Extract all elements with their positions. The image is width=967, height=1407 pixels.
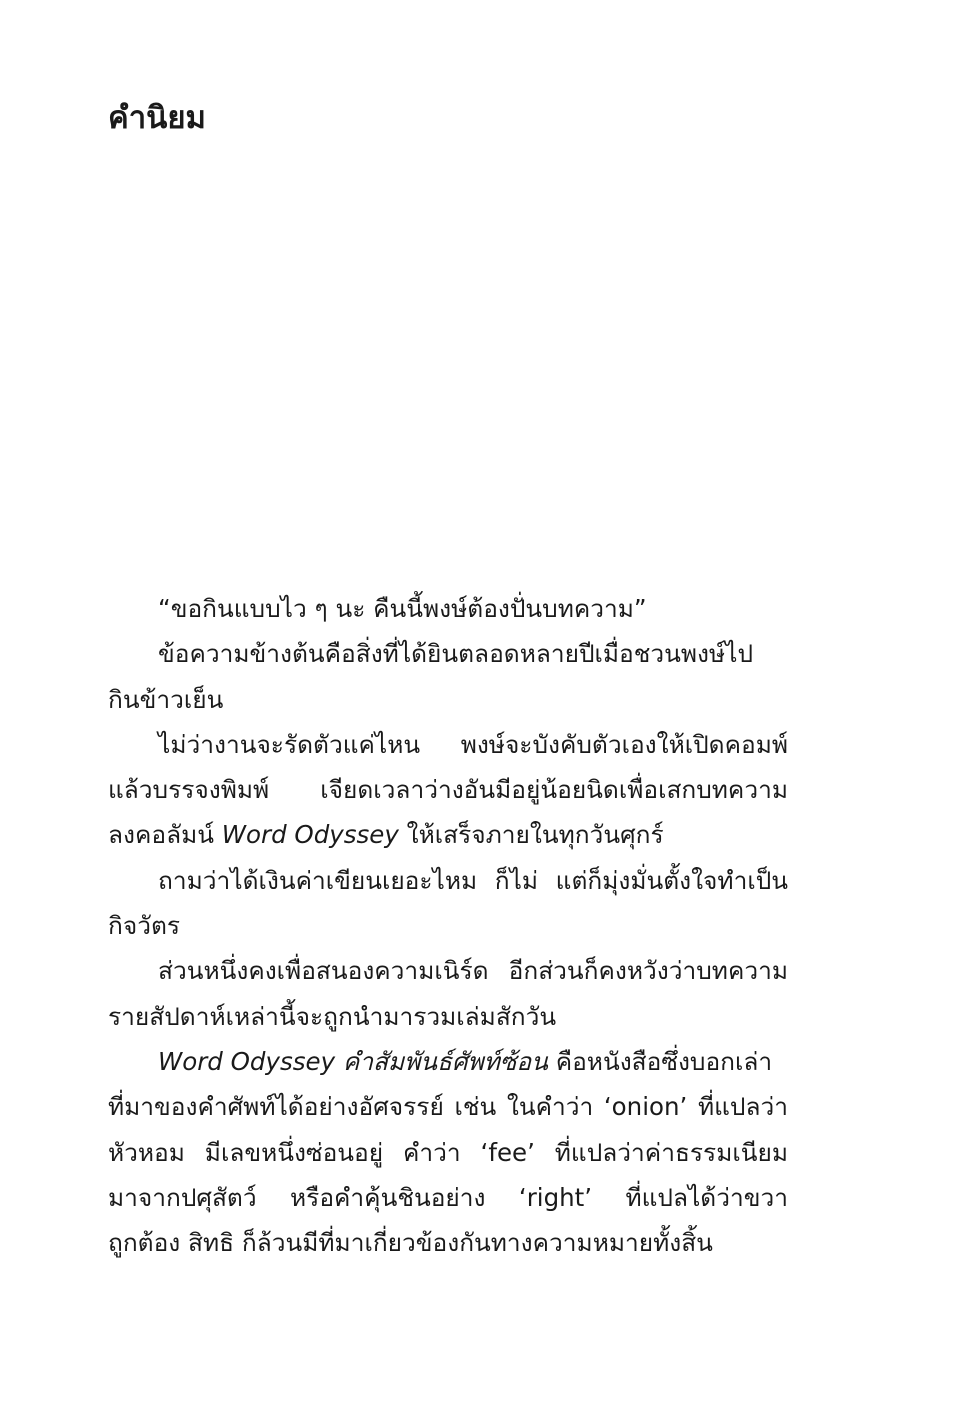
line-text: รายสัปดาห์เหล่านี้จะถูกนำมารวมเล่มสักวัน (108, 1001, 557, 1031)
paragraph-line (108, 677, 788, 722)
paragraph-line (108, 1084, 788, 1129)
line-text: ที่มาของคำศัพท์ได้อย่างอัศจรรย์ เช่น ในคำว่า ‘onion’ ที่แปลว่า (108, 1092, 788, 1122)
column-name-italic: Word Odyssey (221, 820, 399, 850)
line-text: แล้วบรรจงพิมพ์ เจียดเวลาว่างอันมีอยู่น้อยนิดเพื่อเสกบทความ (108, 775, 788, 805)
paragraph-line (108, 994, 788, 1039)
line-text: ส่วนหนึ่งคงเพื่อสนองความเนิร์ด อีกส่วนก็คงหวังว่าบทความ (158, 956, 788, 986)
line-text: หัวหอม มีเลขหนึ่งซ่อนอยู่ คำว่า ‘fee’ ที่แปลว่าค่าธรรมเนียม (108, 1137, 788, 1167)
paragraph-line (108, 1130, 788, 1175)
paragraph-line (108, 858, 788, 903)
paragraph-line (108, 948, 788, 993)
line-text: ข้อความข้างต้นคือสิ่งที่ได้ยินตลอดหลายปีเมื่อชวนพงษ์ไป (158, 639, 754, 669)
paragraph-line (108, 1039, 788, 1084)
paragraph-line (108, 631, 788, 676)
book-title-italic: Word Odyssey คำสัมพันธ์ศัพท์ซ้อน (158, 1046, 548, 1076)
paragraph-line (108, 903, 788, 948)
line-text: คือหนังสือซึ่งบอกเล่า (547, 1046, 773, 1076)
line-text: ถามว่าได้เงินค่าเขียนเยอะไหม ก็ไม่ แต่ก็มุ่งมั่นตั้งใจทำเป็น (158, 865, 788, 895)
line-text: ถูกต้อง สิทธิ ก็ล้วนมีที่มาเกี่ยวข้องกันทางความหมายทั้งสิ้น (108, 1228, 713, 1258)
paragraph-line (108, 767, 788, 812)
paragraph-line (108, 1220, 788, 1265)
page-title: คำนิยม (108, 100, 206, 136)
paragraph-line (108, 812, 788, 857)
line-text: ลงคอลัมน์ (108, 820, 222, 850)
paragraph-line (108, 722, 788, 767)
line-text: “ขอกินแบบไว ๆ นะ คืนนี้พงษ์ต้องปั่นบทความ” (158, 594, 647, 623)
line-text: กินข้าวเย็น (108, 684, 224, 714)
line-text: ไม่ว่างานจะรัดตัวแค่ไหน พงษ์จะบังคับตัวเองให้เปิดคอมพ์ (158, 729, 788, 759)
line-text: มาจากปศุสัตว์ หรือคำคุ้นชินอย่าง ‘right’ ที่แปลได้ว่าขวา (108, 1182, 788, 1212)
paragraph-line (108, 586, 788, 631)
line-text: กิจวัตร (108, 911, 181, 941)
paragraph-line (108, 1175, 788, 1220)
body-text (108, 586, 788, 1265)
line-text: ให้เสร็จภายในทุกวันศุกร์ (398, 820, 664, 850)
